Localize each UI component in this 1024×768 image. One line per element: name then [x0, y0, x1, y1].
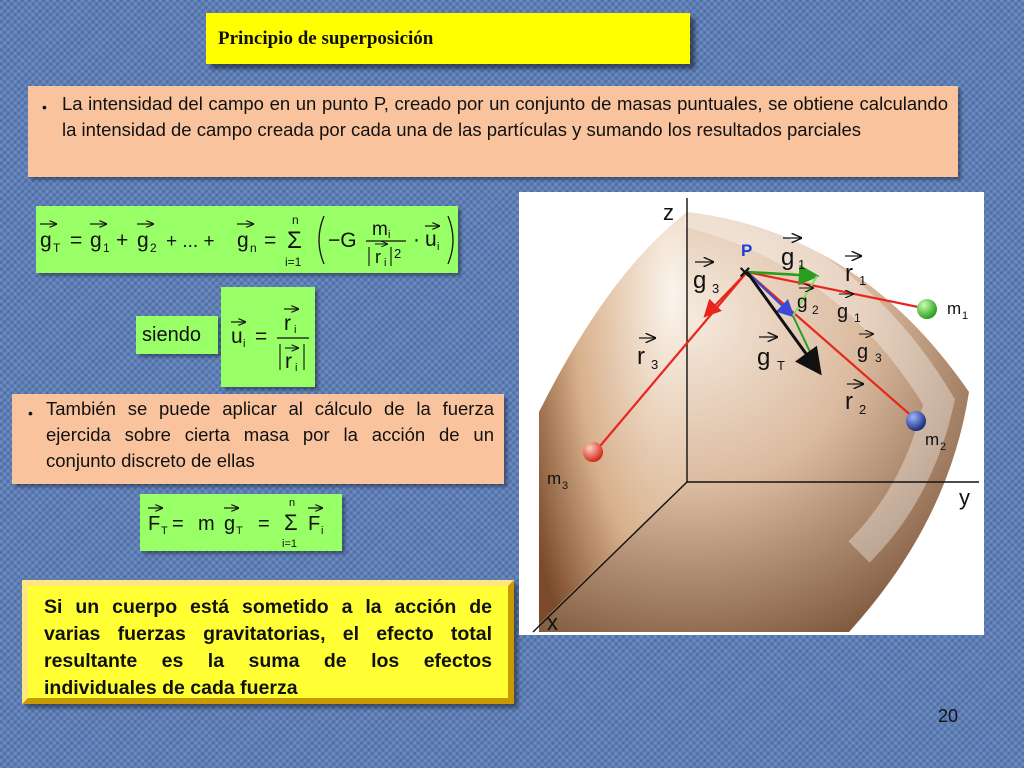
- sum-bottom: i=1: [282, 538, 297, 550]
- m3-label: m: [547, 469, 562, 488]
- m1-sub: 1: [962, 310, 969, 322]
- r2-label: r: [845, 388, 853, 415]
- formula-unit-vector-svg: [221, 287, 315, 387]
- r-num: r: [284, 312, 291, 335]
- r-den: r: [285, 350, 292, 373]
- gt-sub: T: [53, 241, 61, 255]
- r1-label: r: [845, 260, 853, 287]
- m2-sub: 2: [940, 441, 947, 453]
- siendo-eq: =: [255, 325, 268, 348]
- g3-left-sub: 3: [712, 281, 720, 296]
- formula-total-field: [36, 206, 458, 273]
- exp-2: 2: [394, 246, 402, 261]
- u-sub: i: [243, 338, 246, 350]
- axis-x-label: x: [547, 610, 558, 635]
- point-p-marker: ×: [739, 262, 751, 284]
- formula-total-force-svg: [140, 494, 342, 551]
- m3-sub: 3: [562, 480, 569, 492]
- gt-label: g: [757, 344, 771, 371]
- superposition-diagram: [519, 192, 984, 635]
- formula-total-force: [140, 494, 342, 551]
- minus-g: −G: [328, 229, 357, 252]
- g2-sub: 2: [812, 303, 819, 317]
- g1-sub: 1: [103, 241, 110, 255]
- g3-left-label: g: [693, 267, 707, 294]
- siendo-label: [136, 316, 218, 354]
- eq-sign: =: [70, 229, 83, 252]
- r2-sub: 2: [859, 402, 867, 417]
- sum-bottom: i=1: [285, 255, 302, 269]
- g2-symbol: g: [137, 229, 149, 252]
- g2-label: g: [797, 292, 808, 313]
- mass-2: [906, 411, 926, 431]
- siendo-text: siendo: [142, 323, 201, 346]
- bullet-icon: •: [28, 405, 33, 421]
- gt-sub: T: [236, 525, 243, 537]
- eq-sign-2: =: [264, 229, 277, 252]
- ui-sub: i: [437, 241, 440, 253]
- plus-sign: +: [116, 229, 129, 252]
- g3-small-label: g: [857, 341, 869, 363]
- gt-symbol: g: [224, 513, 236, 535]
- g2-sub: 2: [150, 241, 157, 255]
- r-den-sub: i: [295, 362, 298, 374]
- gt-symbol: g: [40, 229, 52, 252]
- bullet-icon: •: [42, 99, 47, 115]
- dot-op: ·: [413, 228, 420, 251]
- intro-text: La intensidad del campo en un punto P, creado por un conjunto de masas puntuales, se obtiene calculando la intensidad de campo creada por cada una de las partículas y sumando los resultados parciales: [62, 93, 948, 140]
- gn-symbol: g: [237, 229, 249, 252]
- mass-1: [917, 299, 937, 319]
- g1-symbol: g: [90, 229, 102, 252]
- slide-title-text: Principio de superposición: [218, 27, 434, 49]
- gn-sub: n: [250, 241, 257, 255]
- diagram-svg: [519, 192, 984, 635]
- g1-top-label: g: [781, 244, 795, 271]
- force-text: También se puede aplicar al cálculo de la fuerza ejercida sobre cierta masa por la acción de un conjunto discreto de ellas: [46, 398, 494, 471]
- slide-title: [206, 13, 690, 64]
- formula-total-field-svg: [36, 206, 458, 273]
- gt-sub: T: [777, 358, 785, 373]
- sum-top: n: [292, 213, 299, 227]
- page-number: 20: [938, 706, 959, 726]
- intro-paragraph: [28, 86, 958, 177]
- r-num-sub: i: [294, 324, 297, 336]
- r1-sub: 1: [859, 273, 867, 288]
- sum-top: n: [289, 497, 296, 509]
- mass-3: [583, 442, 603, 462]
- r3-sub: 3: [651, 357, 659, 372]
- formula-unit-vector: [221, 287, 315, 387]
- sigma-icon: Σ: [284, 510, 298, 535]
- m1-label: m: [947, 299, 962, 318]
- force-paragraph: [12, 394, 504, 484]
- ri-symbol: r: [375, 247, 381, 267]
- mi-symbol: m: [372, 219, 388, 240]
- g1-top-sub: 1: [798, 257, 806, 272]
- r3-label: r: [637, 343, 645, 370]
- g3-small-sub: 3: [875, 351, 882, 365]
- u-symbol: u: [231, 325, 243, 348]
- ft-symbol: F: [148, 513, 161, 535]
- axis-z-label: z: [663, 200, 674, 225]
- g1-small-label: g: [837, 301, 849, 323]
- ft-sub: T: [161, 525, 168, 537]
- g1-small-sub: 1: [854, 311, 861, 325]
- fi-sub: i: [321, 525, 324, 537]
- axis-y-label: y: [959, 485, 970, 510]
- eq-sign: =: [172, 513, 184, 535]
- ui-symbol: u: [425, 228, 437, 251]
- mi-sub: i: [388, 229, 391, 241]
- conclusion-text: Si un cuerpo está sometido a la acción de varias fuerzas gravitatorias, el efecto total resultante es la suma de los efectos individuales de cada fuerza: [44, 596, 492, 699]
- m2-label: m: [925, 430, 940, 449]
- m-symbol: m: [198, 513, 215, 535]
- sigma-icon: Σ: [287, 227, 302, 254]
- point-p-label: P: [741, 241, 753, 260]
- dots: + ... +: [166, 231, 215, 252]
- ri-sub: i: [384, 257, 387, 269]
- conclusion-box: [22, 580, 514, 704]
- fi-symbol: F: [308, 513, 321, 535]
- eq-sign-2: =: [258, 513, 270, 535]
